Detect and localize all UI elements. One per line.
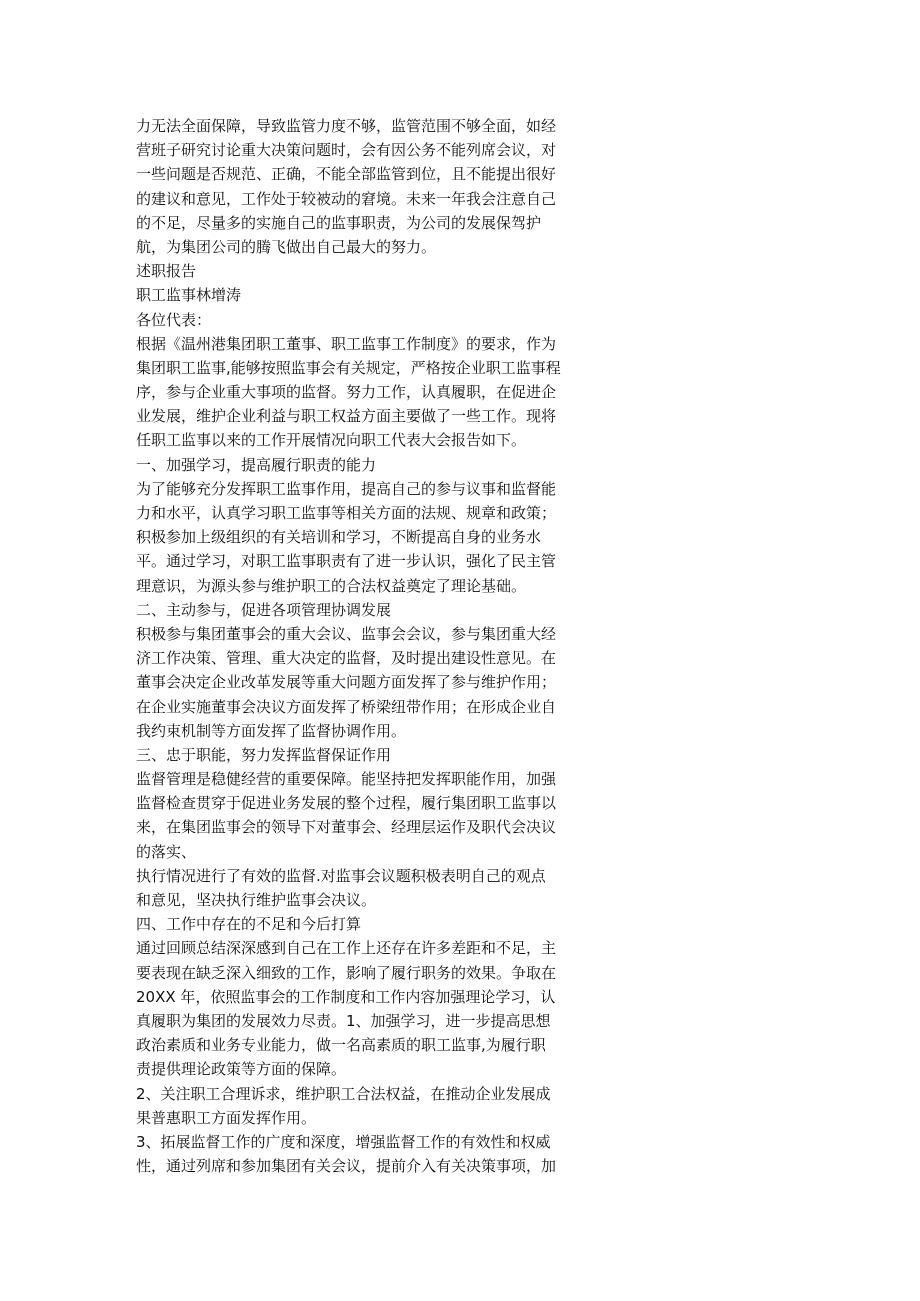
text-line: 的不足，尽量多的实施自己的监事职责，为公司的发展保驾护 <box>136 213 542 232</box>
text-line: 果普惠职工方面发挥作用。 <box>136 1108 317 1127</box>
heading-2: 二、主动参与，促进各项管理协调发展 <box>136 600 392 619</box>
text-line: 平。通过学习，对职工监事职责有了进一步认识，强化了民主管 <box>136 552 557 571</box>
text-line: 的落实、 <box>136 842 197 861</box>
salutation: 各位代表： <box>136 310 212 329</box>
text-line: 积极参加上级组织的有关培训和学习，不断提高自身的业务水 <box>136 528 542 547</box>
text-line: 2、关注职工合理诉求，维护职工合法权益，在推动企业发展成 <box>136 1084 551 1103</box>
text-line: 真履职为集团的发展效力尽责。1、加强学习，进一步提高思想 <box>136 1011 551 1030</box>
heading-4: 四、工作中存在的不足和今后打算 <box>136 915 362 934</box>
text-line: 政治素质和业务专业能力，做一名高素质的职工监事,为履行职 <box>136 1036 546 1055</box>
text-line: 性，通过列席和参加集团有关会议，提前介入有关决策事项，加 <box>136 1157 557 1176</box>
heading-3: 三、忠于职能，努力发挥监督保证作用 <box>136 745 392 764</box>
text-line: 3、拓展监督工作的广度和深度，增强监督工作的有效性和权威 <box>136 1132 551 1151</box>
text-line: 董事会决定企业改革发展等重大问题方面发挥了参与维护作用； <box>136 673 557 692</box>
text-line: 执行情况进行了有效的监督.对监事会议题积极表明自己的观点 <box>136 866 546 885</box>
text-line: 济工作决策、管理、重大决定的监督，及时提出建设性意见。在 <box>136 649 557 668</box>
text-line: 20XX 年，依照监事会的工作制度和工作内容加强理论学习，认 <box>136 987 556 1006</box>
text-line: 我约束机制等方面发挥了监督协调作用。 <box>136 721 407 740</box>
author-line: 职工监事林增涛 <box>136 286 242 305</box>
text-line: 要表现在缺乏深入细致的工作，影响了履行职务的效果。争取在 <box>136 963 557 982</box>
text-line: 来，在集团监事会的领导下对董事会、经理层运作及职代会决议 <box>136 818 557 837</box>
text-line: 力和水平，认真学习职工监事等相关方面的法规、规章和政策； <box>136 504 557 522</box>
text-line: 一些问题是否规范、正确，不能全部监管到位，且不能提出很好 <box>136 165 557 184</box>
text-line: 集团职工监事,能够按照监事会有关规定，严格按企业职工监事程 <box>136 358 561 377</box>
document-body <box>136 114 574 1178</box>
text-line: 和意见，坚决执行维护监事会决议。 <box>136 891 377 909</box>
text-line: 任职工监事以来的工作开展情况向职工代表大会报告如下。 <box>136 431 527 450</box>
text-line: 业发展，维护企业利益与职工权益方面主要做了一些工作。现将 <box>136 407 557 426</box>
text-line: 航，为集团公司的腾飞做出自己最大的努力。 <box>136 237 437 256</box>
text-line: 在企业实施董事会决议方面发挥了桥梁纽带作用；在形成企业自 <box>136 697 557 716</box>
text-line: 积极参与集团董事会的重大会议、监事会会议，参与集团重大经 <box>136 624 557 643</box>
text-line: 为了能够充分发挥职工监事作用，提高自己的参与议事和监督能 <box>136 479 557 498</box>
text-line: 责提供理论政策等方面的保障。 <box>136 1060 347 1079</box>
text-line: 序，参与企业重大事项的监督。努力工作，认真履职，在促进企 <box>136 383 557 402</box>
text-line: 营班子研究讨论重大决策问题时，会有因公务不能列席会议，对 <box>136 141 557 160</box>
heading-1: 一、加强学习，提高履行职责的能力 <box>136 455 377 474</box>
text-line: 通过回顾总结深深感到自己在工作上还存在许多差距和不足，主 <box>136 939 557 958</box>
text-line: 的建议和意见，工作处于较被动的窘境。未来一年我会注意自己 <box>136 189 557 208</box>
text-line: 监督检查贯穿于促进业务发展的整个过程，履行集团职工监事以 <box>136 794 557 813</box>
section-title: 述职报告 <box>136 262 197 281</box>
text-line: 监督管理是稳健经营的重要保障。能坚持把发挥职能作用，加强 <box>136 770 557 789</box>
text-line: 理意识，为源头参与维护职工的合法权益奠定了理论基础。 <box>136 576 527 595</box>
text-line: 力无法全面保障，导致监管力度不够，监管范围不够全面，如经 <box>136 117 557 135</box>
text-line: 根据《温州港集团职工董事、职工监事工作制度》的要求，作为 <box>136 334 557 353</box>
